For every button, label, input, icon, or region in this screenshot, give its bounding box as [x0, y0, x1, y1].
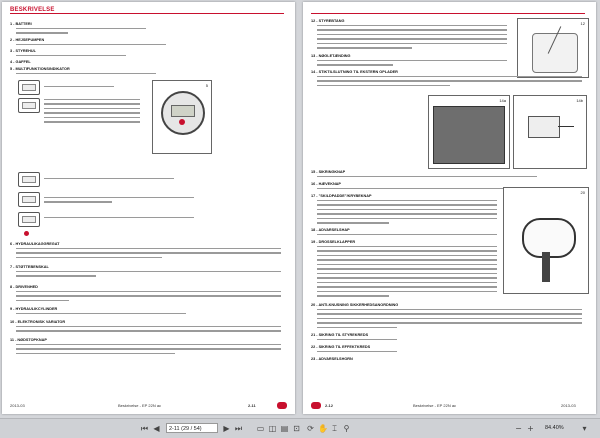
section-text	[317, 246, 497, 300]
viewer-toolbar	[0, 418, 600, 438]
section-title: 6 - HYDRAULIKAGGREGAT	[10, 242, 60, 246]
figure-number: 14b	[576, 98, 583, 103]
section-text	[44, 86, 114, 90]
footer-title: Beskrivelse - EP 22N ac	[413, 403, 457, 408]
page-number: 2-11	[248, 403, 256, 408]
footer-date: 2013-03	[561, 403, 576, 408]
next-page-icon[interactable]: ▶	[223, 424, 230, 433]
zoom-in-icon[interactable]: +	[527, 424, 534, 433]
charger-figure-a	[428, 95, 510, 169]
section-title: 15 - SIKRINGKNAP	[311, 170, 346, 174]
section-title: 11 - NØDSTOPKNAP	[10, 338, 47, 342]
section-title: 19 - DROSSELKLAPPER	[311, 240, 356, 244]
section-text	[16, 44, 166, 48]
section-text	[317, 351, 397, 355]
section-title: 12 - STYREBTANG	[311, 19, 345, 23]
two-page-view-icon[interactable]: ◫	[268, 424, 277, 433]
section-title: 18 - ADVARSELSHAP	[311, 228, 350, 232]
section-text	[317, 60, 507, 69]
section-title: 22 - SIKRING TIL EFFEKTKREDS	[311, 345, 371, 349]
tiller-figure	[517, 18, 589, 78]
section-text	[16, 326, 281, 335]
section-title: 21 - SIKRING TIL STYREKREDS	[311, 333, 369, 337]
handle-figure	[503, 187, 589, 294]
section-title: 2 - HEJSEPUMPEN	[10, 38, 45, 42]
header-rule	[311, 13, 585, 14]
section-text	[44, 99, 140, 126]
section-text	[16, 344, 281, 357]
hand-tool-icon[interactable]: ✋	[318, 424, 328, 433]
figure-number: 5	[205, 83, 208, 88]
prev-page-icon[interactable]: ◀	[153, 424, 160, 433]
section-title: 17 - "SKILDPADDE"/KRYBEKNAP	[311, 194, 372, 198]
indicator-figure	[152, 80, 212, 154]
stop-display-image	[18, 212, 40, 227]
footer-title: Beskrivelse - EP 22N ac	[118, 403, 162, 408]
section-title: 7 - STØTTEBENSKAL	[10, 265, 49, 269]
red-led-icon	[24, 231, 29, 236]
select-tool-icon[interactable]: ⌶	[332, 424, 337, 433]
section-text	[16, 73, 156, 77]
timer-display-image	[18, 172, 40, 187]
section-text	[317, 309, 582, 331]
section-title: 9 - HYDRAULIKCYLINDER	[10, 307, 58, 311]
section-text	[317, 200, 497, 227]
section-text	[44, 178, 174, 182]
figure-number: 14a	[499, 98, 506, 103]
brand-logo-icon	[277, 402, 287, 409]
battery-display-image	[18, 80, 40, 95]
section-title: 5 - MULTIFUNKTIONSINDIKATOR	[10, 67, 70, 71]
gauge-dial-icon	[161, 91, 205, 135]
section-text	[16, 28, 146, 37]
continuous-view-icon[interactable]: ▤	[280, 424, 289, 433]
section-text	[317, 339, 397, 343]
last-page-icon[interactable]: ⏭	[234, 424, 243, 433]
fit-page-icon[interactable]: ⊡	[293, 424, 300, 433]
section-text	[16, 291, 281, 304]
section-text	[317, 176, 537, 180]
page-header: BESKRIVELSE	[10, 7, 284, 14]
single-page-view-icon[interactable]: ▭	[256, 424, 265, 433]
first-page-icon[interactable]: ⏮	[140, 424, 149, 433]
right-page	[303, 2, 596, 414]
brand-logo-icon	[311, 402, 321, 409]
zoom-tool-icon[interactable]: ⚲	[343, 424, 350, 433]
section-title: 16 - HÆVEKNAP	[311, 182, 341, 186]
zoom-out-icon[interactable]: −	[515, 424, 522, 433]
page-number: 2-12	[325, 403, 334, 408]
zoom-level[interactable]: 84.40%	[545, 425, 564, 431]
section-title: 13 - NØGLETÆNDING	[311, 54, 351, 58]
footer-date: 2013-03	[10, 403, 25, 408]
section-title: 8 - DRIVENHED	[10, 285, 38, 289]
section-text	[16, 271, 281, 280]
section-title: 4 - GAFFEL	[10, 60, 31, 64]
zoom-dropdown-icon[interactable]: ▾	[582, 424, 587, 433]
section-text	[44, 197, 194, 206]
battery-display-image	[18, 98, 40, 113]
section-title: 20 - ANTI-KNUSNING SIKKERHEDSANORDNING	[311, 303, 399, 307]
charger-figure-b	[513, 95, 587, 169]
section-title: 1 - BATTERI	[10, 22, 32, 26]
section-text	[317, 76, 582, 89]
page-number-input[interactable]: 2-11 (29 / 54)	[166, 423, 218, 433]
section-title: 23 - ADVARSELSHORN	[311, 357, 353, 361]
section-text	[16, 248, 281, 261]
section-text	[317, 234, 497, 238]
section-title: 10 - ELEKTRONISK VARIATOR	[10, 320, 66, 324]
figure-number: 20	[580, 190, 585, 195]
figure-number: 12	[580, 21, 585, 26]
section-title: 14 - STIKTILSLUTNING TIL EKSTERN OPLADER	[311, 70, 398, 74]
rotate-icon[interactable]: ⟳	[307, 424, 314, 433]
left-page	[2, 2, 295, 414]
section-title: 3 - STYREHUL	[10, 49, 36, 53]
section-text	[16, 313, 186, 317]
turtle-display-image	[18, 192, 40, 207]
section-text	[317, 25, 507, 52]
section-text	[44, 217, 194, 221]
section-text	[16, 55, 126, 59]
